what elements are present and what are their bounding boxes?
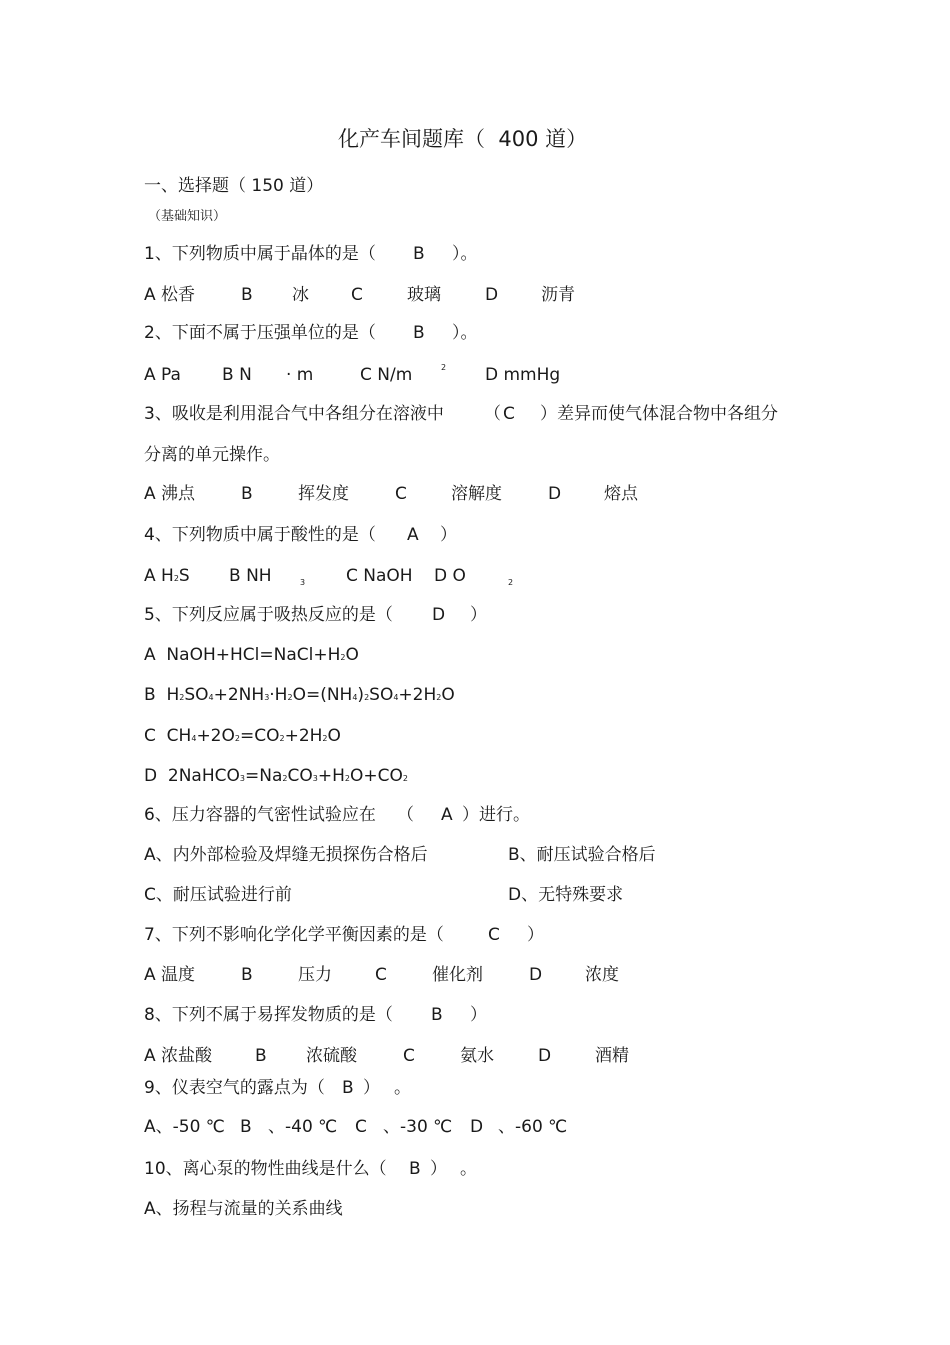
option-d-text: 沥青 <box>541 285 575 305</box>
question-stem: 8、下列不属于易挥发物质的是（ <box>144 1005 393 1025</box>
question-stem: 9、仪表空气的露点为（ <box>144 1078 325 1098</box>
option-b-equation: B H2SO4+2NH3·H2O=(NH4)2SO4+2H2O <box>144 685 455 705</box>
question-stem: 1、下列物质中属于晶体的是（ <box>144 244 376 264</box>
question-open: （ <box>484 404 501 424</box>
answer-letter: A <box>441 805 453 825</box>
question-close: ） <box>527 925 544 945</box>
answer-letter: B <box>409 1159 421 1179</box>
option-c: C NaOH <box>346 566 413 586</box>
option-c-letter: C <box>375 965 387 985</box>
option-c-text: 溶解度 <box>451 484 502 504</box>
answer-letter: A <box>407 525 419 545</box>
question-period: 。 <box>394 1078 411 1098</box>
answer-letter: C <box>488 925 500 945</box>
option-d: D、无特殊要求 <box>508 885 624 905</box>
answer-letter: B <box>413 244 425 264</box>
option-a: A 沸点 <box>144 484 196 504</box>
option-b-letter: B <box>241 965 253 985</box>
question-close: ）。 <box>452 244 478 264</box>
option-d-letter: D <box>538 1046 552 1066</box>
option-b-letter: B <box>255 1046 267 1066</box>
document-title: 化产车间题库（ 400 道） <box>338 127 588 151</box>
question-stem-cont: ）差异而使气体混合物中各组分 <box>540 404 778 424</box>
option-c-equation: C CH4+2O2=CO2+2H2O <box>144 726 341 746</box>
option-a: A、扬程与流量的关系曲线 <box>144 1199 343 1219</box>
option-c: C N/m <box>360 365 413 385</box>
answer-letter: B <box>431 1005 443 1025</box>
option-a: A 浓盐酸 <box>144 1046 213 1066</box>
option-c: C、耐压试验进行前 <box>144 885 292 905</box>
option-d-text: 浓度 <box>585 965 619 985</box>
option-b: B N <box>222 365 252 385</box>
option-d-letter: D <box>485 285 499 305</box>
option-a: A、内外部检验及焊缝无损探伤合格后 <box>144 845 428 865</box>
question-stem: 7、下列不影响化学化学平衡因素的是（ <box>144 925 444 945</box>
option-c-text: 氨水 <box>460 1046 494 1066</box>
answer-letter: C <box>503 404 515 424</box>
option-b-text: 压力 <box>298 965 332 985</box>
question-period: 。 <box>460 1159 477 1179</box>
question-stem: 10、离心泵的物性曲线是什么（ <box>144 1159 387 1179</box>
option-a: A Pa <box>144 365 181 385</box>
option-b-letter: B <box>241 484 253 504</box>
option-a: A 温度 <box>144 965 196 985</box>
question-stem: 2、下面不属于压强单位的是（ <box>144 323 376 343</box>
question-stem-cont: 分离的单元操作。 <box>144 445 280 465</box>
question-open: （ <box>397 805 414 825</box>
section-note: （基础知识） <box>148 209 227 224</box>
question-close: ） <box>430 1159 447 1179</box>
option-c-letter: C <box>351 285 363 305</box>
question-stem: 5、下列反应属于吸热反应的是（ <box>144 605 393 625</box>
option-b-text: 冰 <box>292 285 309 305</box>
question-close: ）。 <box>452 323 478 343</box>
answer-letter: B <box>413 323 425 343</box>
question-stem: 4、下列物质中属于酸性的是（ <box>144 525 376 545</box>
option-d-letter: D <box>548 484 562 504</box>
option-c-text: 玻璃 <box>407 285 441 305</box>
option-d: D O <box>434 566 466 586</box>
option-d-text: 酒精 <box>595 1046 629 1066</box>
option-c-text: 、-30 ℃ <box>383 1117 453 1137</box>
option-a: A 松香 <box>144 285 196 305</box>
option-b-text: 挥发度 <box>298 484 349 504</box>
question-close: ） <box>440 525 457 545</box>
option-a-equation: A NaOH+HCl=NaCl+H2O <box>144 645 359 665</box>
option-b: B NH <box>229 566 272 586</box>
option-c-letter: C <box>395 484 407 504</box>
question-close: ）进行。 <box>462 805 530 825</box>
question-stem: 3、吸收是利用混合气中各组分在溶液中 <box>144 404 444 424</box>
option-b-unit: · m <box>286 365 314 385</box>
option-c-text: 催化剂 <box>432 965 483 985</box>
option-c-letter: C <box>403 1046 415 1066</box>
option-d-text: 、-60 ℃ <box>498 1117 568 1137</box>
option-b-text: 浓硫酸 <box>306 1046 357 1066</box>
option-a: A H2S <box>144 566 190 586</box>
option-b-text: 、-40 ℃ <box>268 1117 338 1137</box>
option-d-letter: D <box>470 1117 484 1137</box>
question-close: ） <box>470 605 487 625</box>
option-d: D mmHg <box>485 365 561 385</box>
superscript: 2 <box>441 363 447 372</box>
option-c-letter: C <box>355 1117 367 1137</box>
option-b: B、耐压试验合格后 <box>508 845 656 865</box>
option-d-equation: D 2NaHCO3=Na2CO3+H2O+CO2 <box>144 766 408 786</box>
option-d-text: 熔点 <box>604 484 638 504</box>
option-d-letter: D <box>529 965 543 985</box>
question-close: ） <box>363 1078 380 1098</box>
answer-letter: D <box>432 605 446 625</box>
option-a: A、-50 ℃ <box>144 1117 225 1137</box>
option-b-letter: B <box>240 1117 252 1137</box>
subscript: 2 <box>508 578 514 587</box>
subscript: 3 <box>300 578 306 587</box>
question-close: ） <box>470 1005 487 1025</box>
option-b-letter: B <box>241 285 253 305</box>
answer-letter: B <box>342 1078 354 1098</box>
question-stem: 6、压力容器的气密性试验应在 <box>144 805 376 825</box>
section-heading: 一、选择题（ 150 道） <box>144 176 324 196</box>
